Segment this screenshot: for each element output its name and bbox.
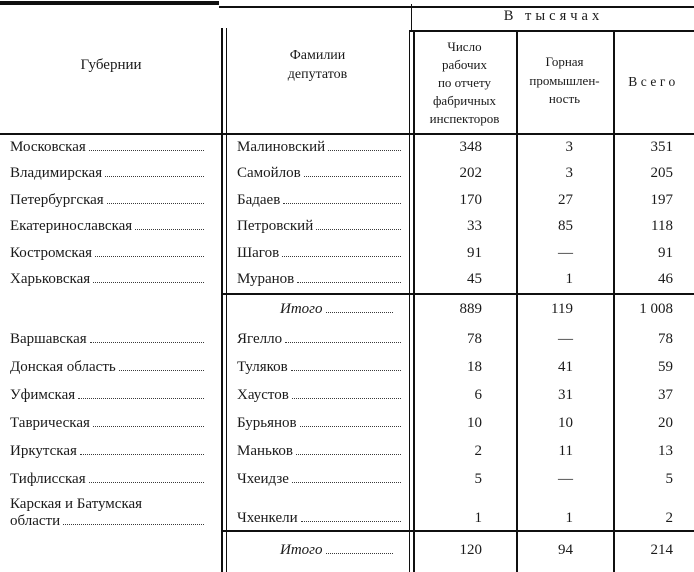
header-workers-line3: по отчету [437,75,492,90]
header-workers-line5: инспекторов [429,111,500,126]
table-block-1 [0,134,694,293]
mining-value: 1 [565,271,573,288]
province-cell [0,331,222,348]
dotted-leader [283,203,401,204]
deputy-cell [222,331,413,348]
dotted-leader [105,176,204,177]
deputy-label: Чхеидзе [237,470,289,487]
dotted-leader [90,342,204,343]
header-workers [413,38,516,128]
total-value: 78 [658,330,673,347]
dotted-leader [291,370,401,371]
total-value: 118 [651,218,673,235]
deputy-cell [222,139,413,156]
province-cell [0,271,222,288]
deputy-label: Муранов [237,271,295,288]
province-label: Харьковская [10,271,91,288]
dotted-leader [316,229,401,230]
dotted-leader [80,454,204,455]
workers-subtotal: 889 [459,300,482,317]
deputy-label: Маньков [237,442,293,459]
province-label-line1: Карская и Батумская [10,496,143,512]
dotted-leader [89,150,204,151]
deputy-label: Самойлов [237,165,301,182]
table-row [0,353,694,381]
workers-value: 170 [459,191,482,208]
deputy-label: Чхенкели [237,510,298,526]
table-row-two-line [0,493,694,530]
subtotal-label: Итого [280,300,323,317]
workers-value: 1 [474,510,482,526]
total-value: 2 [665,510,673,526]
divider-thousands-top [411,4,413,31]
mining-value: — [558,330,573,347]
dotted-leader [300,426,401,427]
dotted-leader [93,426,204,427]
total-value: 197 [650,191,673,208]
province-cell [0,387,222,404]
mining-value: 41 [558,358,573,375]
table-row [0,134,694,161]
total-value: 59 [658,358,673,375]
total-value: 13 [658,442,673,459]
mining-value: 85 [558,218,573,235]
dotted-leader [78,398,204,399]
deputy-label: Бадаев [237,191,281,208]
workers-value: 18 [467,358,482,375]
mining-value: — [558,470,573,487]
province-label: Таврическая [10,414,90,431]
header-workers-line2: рабочих [441,57,488,72]
subtotal-cell [222,301,413,318]
deputy-label: Ягелло [237,330,283,347]
deputy-cell [222,471,413,488]
mining-value: 31 [558,386,573,403]
total-value: 351 [650,138,673,155]
province-cell [0,494,222,530]
total-value: 37 [658,386,673,403]
deputy-cell [222,443,413,460]
deputy-cell [222,510,413,530]
deputy-cell [222,387,413,404]
dotted-leader [95,256,204,257]
province-cell [0,359,222,376]
dotted-leader [326,553,393,554]
deputy-label: Петровский [237,218,314,235]
table-row [0,161,694,188]
mining-value: 10 [558,414,573,431]
deputy-label: Туляков [237,358,288,375]
mining-subtotal: 94 [558,541,573,558]
table-row [0,214,694,241]
workers-value: 78 [467,330,482,347]
table-row [0,465,694,493]
table-row [0,409,694,437]
header-mining-line2: промышлен- [529,72,600,88]
dotted-leader [296,454,401,455]
subtotal-label: Итого [280,541,323,558]
total-value: 91 [658,244,673,261]
total-subtotal: 214 [650,541,673,558]
subtotal-cell [222,542,413,559]
province-cell [0,443,222,460]
deputy-cell [222,415,413,432]
province-cell [0,245,222,262]
dotted-leader [107,203,204,204]
mining-value: — [558,244,573,261]
deputy-label: Бурьянов [237,414,297,431]
workers-value: 45 [467,271,482,288]
deputy-cell [222,245,413,262]
subtotal-row-1 [0,294,694,324]
header-mining [516,53,613,109]
table-row [0,325,694,353]
total-value: 20 [658,414,673,431]
deputy-label: Малиновский [237,138,326,155]
dotted-leader [63,524,204,525]
province-label: Донская область [10,358,116,375]
province-label: Уфимская [10,386,76,403]
deputy-cell [222,359,413,376]
dotted-leader [292,482,401,483]
dotted-leader [304,176,401,177]
province-cell [0,218,222,235]
header-total: Всего [628,74,679,89]
dotted-leader [282,256,401,257]
thousands-underline [409,30,694,32]
workers-value: 5 [474,470,482,487]
deputy-label: Шагов [237,244,280,261]
province-cell [0,139,222,156]
mining-value: 11 [558,442,573,459]
dotted-leader [285,342,401,343]
mining-value: 3 [565,165,573,182]
header-workers-line4: фабричных [433,93,496,108]
header-group-thousands: В тысячах [503,8,604,24]
deputy-cell [222,271,413,288]
workers-value: 33 [467,218,482,235]
province-cell [0,471,222,488]
header-province: Губернии [80,57,142,73]
table-row [0,240,694,267]
header-workers-line1: Число [447,39,482,54]
header-deputies-line1: Фамилии [289,48,346,63]
workers-value: 2 [474,442,482,459]
table-row [0,381,694,409]
dotted-leader [89,482,204,483]
mining-value: 3 [565,138,573,155]
workers-value: 6 [474,386,482,403]
province-label: Петербургская [10,191,104,208]
deputy-cell [222,192,413,209]
top-rule-left [0,1,219,5]
header-mining-line3: ность [548,91,581,106]
table-block-2 [0,325,694,530]
header-deputies-line2: депутатов [287,67,348,82]
dotted-leader [301,521,401,522]
dotted-leader [326,312,393,313]
mining-value: 1 [565,510,573,526]
table-row [0,437,694,465]
dotted-leader [297,282,401,283]
province-cell [0,192,222,209]
province-label-line2: области [10,513,61,529]
table-row [0,267,694,294]
dotted-leader [93,282,204,283]
province-label: Костромская [10,244,93,261]
province-label: Екатеринославская [10,218,133,235]
header-mining-line1: Горная [545,54,584,69]
total-value: 5 [665,470,673,487]
dotted-leader [119,370,204,371]
province-label: Иркутская [10,442,77,459]
workers-value: 91 [467,244,482,261]
workers-value: 202 [459,165,482,182]
total-subtotal: 1 008 [639,300,673,317]
total-value: 46 [658,271,673,288]
province-label: Варшавская [10,330,87,347]
workers-value: 348 [459,138,482,155]
subtotal-row-2 [0,532,694,568]
province-label: Владимирская [10,165,103,182]
workers-value: 10 [467,414,482,431]
total-value: 205 [650,165,673,182]
mining-subtotal: 119 [551,300,573,317]
dotted-leader [328,150,401,151]
province-cell [0,415,222,432]
deputy-label: Хаустов [237,386,289,403]
dotted-leader [292,398,401,399]
province-cell [0,165,222,182]
deputy-cell [222,165,413,182]
province-label: Московская [10,138,86,155]
dotted-leader [135,229,204,230]
table-row [0,187,694,214]
workers-subtotal: 120 [459,541,482,558]
mining-value: 27 [558,191,573,208]
deputy-cell [222,218,413,235]
header-deputies [222,46,413,84]
province-label: Тифлисская [10,470,86,487]
